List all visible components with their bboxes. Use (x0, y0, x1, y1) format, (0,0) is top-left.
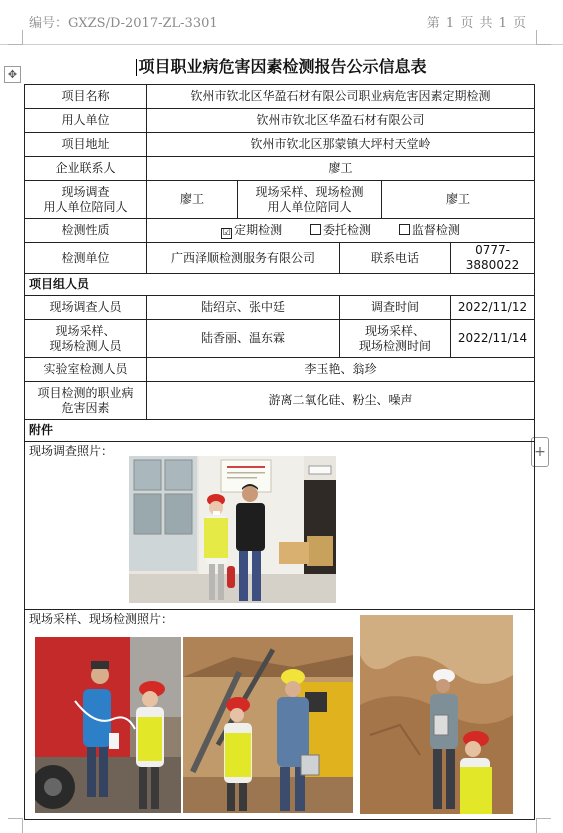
row-lab-staff (25, 358, 535, 382)
sampling-time-label-line1: 现场采样、 (364, 323, 425, 338)
project-name-value[interactable]: 钦州市钦北区华盈石材有限公司职业病危害因素定期检测 (147, 85, 535, 109)
sampling-staff-label-line1: 现场采样、 (55, 323, 116, 338)
testing-unit-label: 检测单位 (25, 243, 147, 274)
employer-label: 用人单位 (25, 109, 147, 133)
table-move-handle-icon[interactable]: ✥ (4, 66, 21, 83)
nature-option-commissioned[interactable] (310, 223, 371, 237)
sampling-staff-label (25, 320, 147, 358)
survey-staff-value[interactable]: 陆绍京、张中廷 (147, 296, 340, 320)
nature-label: 检测性质 (25, 219, 147, 243)
employer-value[interactable]: 钦州市钦北区华盈石材有限公司 (147, 109, 535, 133)
sampling-staff-label-line2: 现场检测人员 (49, 338, 122, 353)
testing-unit-value[interactable]: 广西泽顺检测服务有限公司 (147, 243, 340, 274)
phone-value[interactable]: 0777-3880022 (451, 243, 535, 274)
team-section-title: 项目组人员 (25, 274, 535, 296)
nature-options (147, 219, 535, 243)
contact-value[interactable]: 廖工 (147, 157, 535, 181)
checkbox-checked-icon[interactable]: ☑ (222, 227, 231, 238)
margin-corner-top-right (536, 30, 551, 45)
header-divider (0, 44, 563, 45)
sampling-escort-label-line2: 用人单位陪同人 (267, 199, 352, 214)
page-title[interactable]: 项目职业病危害因素检测报告公示信息表 (138, 57, 427, 76)
phone-label: 联系电话 (340, 243, 451, 274)
survey-photos-label: 现场调查照片： (29, 444, 114, 458)
contact-label: 企业联系人 (25, 157, 147, 181)
survey-escort-label-line1: 现场调查 (61, 184, 110, 199)
lab-staff-label: 实验室检测人员 (25, 358, 147, 382)
page-title-wrap (0, 54, 563, 77)
sampling-time-value[interactable]: 2022/11/14 (451, 320, 535, 358)
nature-option-supervision-label: 监督检测 (411, 222, 460, 237)
row-survey-staff (25, 296, 535, 320)
checkbox-unchecked-icon[interactable] (310, 224, 321, 235)
sampling-photo-truck[interactable] (35, 637, 181, 813)
sampling-staff-value[interactable]: 陆香丽、温东霖 (147, 320, 340, 358)
sampling-escort-label-line1: 现场采样、现场检测 (255, 184, 364, 199)
document-number: 编号：GXZS/D-2017-ZL-3301 (29, 16, 218, 31)
row-contact (25, 157, 535, 181)
sampling-photo-drill-rig[interactable] (183, 637, 353, 813)
row-hazards (25, 382, 535, 420)
row-project-name (25, 85, 535, 109)
survey-staff-label: 现场调查人员 (25, 296, 147, 320)
row-sampling-staff (25, 320, 535, 358)
sampling-time-label (340, 320, 451, 358)
sampling-photo-quarry[interactable] (360, 615, 513, 814)
row-attachment-section (25, 420, 535, 442)
lab-staff-value[interactable]: 李玉艳、翁珍 (147, 358, 535, 382)
address-label: 项目地址 (25, 133, 147, 157)
survey-escort-label (25, 181, 147, 219)
row-employer (25, 109, 535, 133)
nature-option-commissioned-label: 委托检测 (323, 222, 372, 237)
page-info: 第 1 页 共 1 页 (426, 16, 527, 31)
hazards-label-line1: 项目检测的职业病 (37, 385, 134, 400)
row-nature (25, 219, 535, 243)
survey-time-label: 调查时间 (340, 296, 451, 320)
nature-option-periodic[interactable] (221, 223, 282, 237)
sampling-photos-label: 现场采样、现场检测照片： (29, 612, 174, 626)
survey-escort-label-line2: 用人单位陪同人 (43, 199, 128, 214)
margin-corner-top-left (8, 30, 23, 45)
sampling-time-label-line2: 现场检测时间 (358, 338, 431, 353)
hazards-label (25, 382, 147, 420)
address-value[interactable]: 钦州市钦北区那蒙镇大坪村天堂岭 (147, 133, 535, 157)
nature-option-periodic-label: 定期检测 (234, 222, 283, 237)
hazards-value[interactable]: 游离二氧化硅、粉尘、噪声 (147, 382, 535, 420)
attachment-section-title: 附件 (25, 420, 535, 442)
checkbox-unchecked-icon[interactable] (399, 224, 410, 235)
survey-photo[interactable] (129, 456, 336, 603)
hazards-label-line2: 危害因素 (61, 400, 110, 415)
project-name-label: 项目名称 (25, 85, 147, 109)
sampling-escort-value[interactable]: 廖工 (382, 181, 535, 219)
row-testing-unit (25, 243, 535, 274)
add-column-button[interactable]: + (531, 437, 549, 467)
row-escort (25, 181, 535, 219)
survey-time-value[interactable]: 2022/11/12 (451, 296, 535, 320)
row-team-section (25, 274, 535, 296)
survey-escort-value[interactable]: 廖工 (147, 181, 238, 219)
row-address (25, 133, 535, 157)
sampling-escort-label (238, 181, 382, 219)
nature-option-supervision[interactable] (399, 223, 460, 237)
